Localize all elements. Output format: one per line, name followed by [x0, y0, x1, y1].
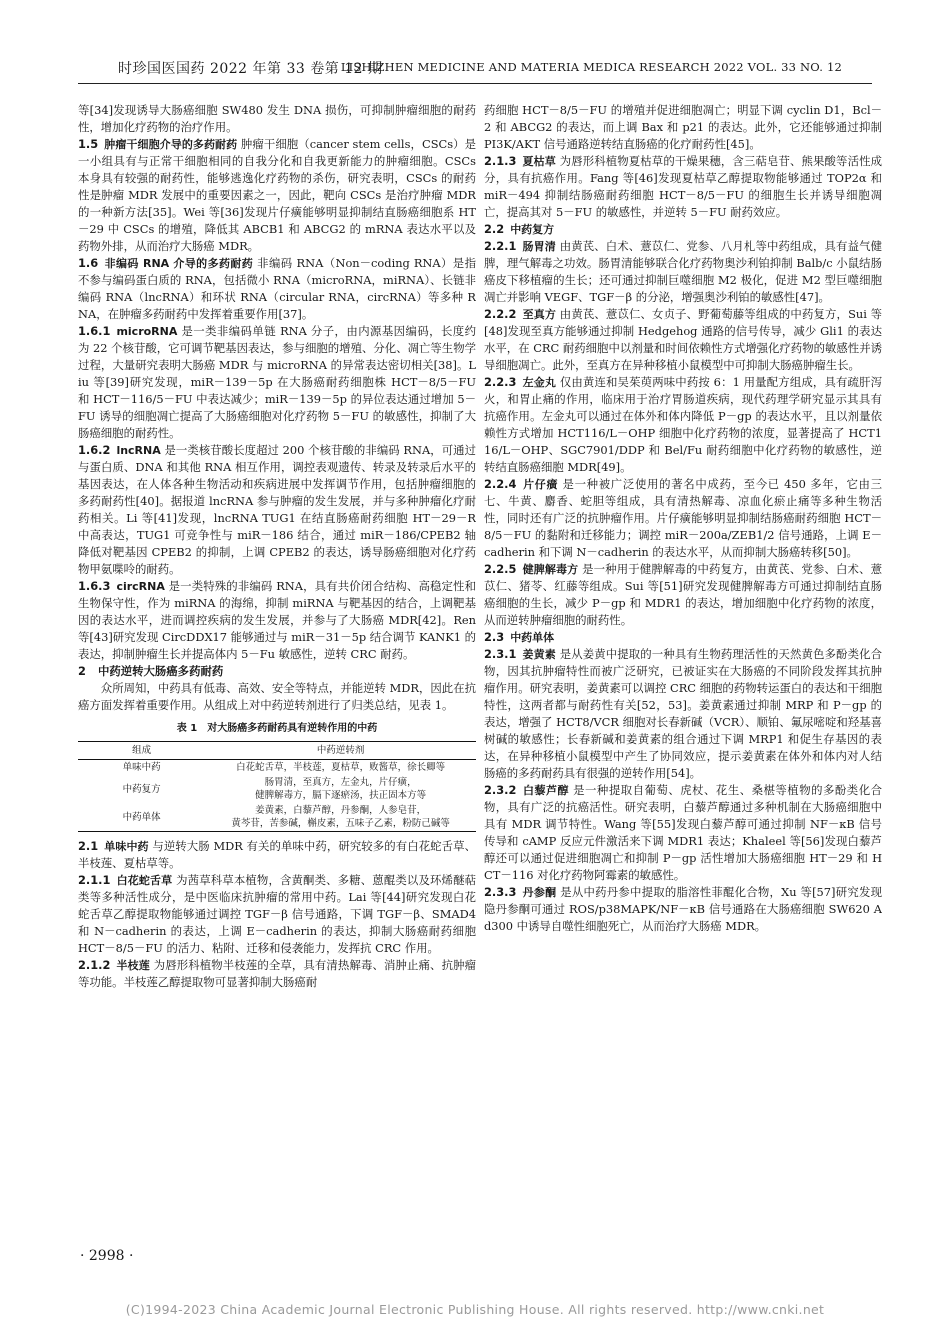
section-body: 由黄芪、白术、薏苡仁、党参、八月札等中药组成，具有益气健脾，理气解毒之功效。肠胃清能够联合化疗药物奥沙利铂抑制 Balb/c 小鼠结肠癌皮下移植瘤的生长；还可通过抑制巨噬细胞 M2 极化，促进 M2 型巨噬细胞凋亡并影响 VEGF、TGF－β 的分泌，增强奥沙利铂的敏感性[47]。 — [484, 239, 882, 304]
section-body: 是一种提取自葡萄、虎杖、花生、桑椹等植物的多酚类化合物，具有广泛的抗癌活性。研究表明，白藜芦醇通过多种机制在大肠癌细胞中具有 MDR 调节特性。Wang 等[55]发现白藜芦醇可通过抑制 NF－κB 信号传导和 cAMP 反应元件激活来下调 MDR1 表达；Khaleel 等[56]发现白藜芦醇还可以通过促进细胞凋亡和抑制 P－gp 活性增加大肠癌细胞 HT－29 和 HCT－116 对化疗药物阿霉素的敏感性。 — [484, 783, 882, 882]
section-title: lncRNA — [116, 444, 161, 457]
section-title: 丹参酮 — [522, 886, 557, 899]
section-title: 姜黄素 — [522, 648, 556, 661]
section-title: 非编码 RNA 介导的多药耐药 — [104, 257, 254, 270]
header-rule — [78, 83, 872, 84]
paragraph-continued: 等[34]发现诱导大肠癌细胞 SW480 发生 DNA 损伤，可抑制肿瘤细胞的耐药性，增加化疗药物的治疗作用。 — [78, 103, 476, 134]
section-1-6 — [78, 255, 476, 323]
section-title: 左金丸 — [522, 376, 557, 389]
section-title: 健脾解毒方 — [522, 563, 579, 576]
section-1-6-3 — [78, 578, 476, 663]
section-number: 2.1.2 — [78, 958, 111, 972]
section-title: 白藜芦醇 — [522, 784, 569, 797]
page-number: · 2998 · — [80, 1248, 134, 1264]
section-title: microRNA — [116, 325, 178, 338]
section-body: 非编码 RNA（Non－coding RNA）是指不参与编码蛋白质的 RNA，包括微小 RNA（microRNA，miRNA）、长链非编码 RNA（lncRNA）和环状 RNA（circular RNA，circRNA）等多种 RNA，在肿瘤多药耐药中发挥着重要作用[37]。 — [78, 256, 476, 321]
section-2-3-2 — [484, 782, 882, 884]
section-2-1-2 — [78, 957, 476, 991]
table-cell-group: 中药复方 — [122, 783, 161, 795]
section-2-1-1 — [78, 872, 476, 957]
section-number: 1.6.2 — [78, 443, 111, 457]
section-body: 与逆转大肠 MDR 有关的单味中药，研究较多的有白花蛇舌草、半枝莲、夏枯草等。 — [78, 839, 476, 870]
section-title: 半枝莲 — [116, 959, 150, 972]
section-body: 是一种被广泛使用的著名中成药，至今已 450 多年，它由三七、牛黄、麝香、蛇胆等组成，具有清热解毒、凉血化瘀止痛等多种生物活性，同时还有广泛的抗肿瘤作用。片仔癀能够明显抑制结肠癌耐药细胞 HCT－8/5－FU 的黏附和迁移能力；调控 miR－200a/ZEB1/2 信号通路，上调 E－cadherin 和下调 N－cadherin 的表达水平，从而抑制大肠癌转移[50]。 — [484, 477, 882, 559]
section-1-5 — [78, 136, 476, 255]
table-caption: 表 1 对大肠癌多药耐药具有逆转作用的中药 — [176, 723, 378, 734]
section-2-2-5 — [484, 561, 882, 629]
section-2-2-1 — [484, 238, 882, 306]
section-body: 是从姜黄中提取的一种具有生物药理活性的天然黄色多酚类化合物，因其抗肿瘤特性而被广泛研究，已被证实在大肠癌的不同阶段发挥其抗肿瘤作用。研究表明，姜黄素可以调控 CRC 细胞的药物转运蛋白的表达和干细胞特性，这两者都与耐药性有关[52，53]。姜黄素通过抑制 MRP 和 P－gp 的表达，增强了 HCT8/VCR 细胞对长春新碱（VCR）、顺铂、氟尿嘧啶和羟基喜树碱的敏感性；长春新碱和姜黄素的组合通过下调 MRP1 和促生存基因的表达，在异种移植小鼠模型中产生了协同效应，提示姜黄素在体外和体内对人结肠癌的多药耐药具有很强的逆转作用[54]。 — [484, 647, 882, 780]
section-2-2-2 — [484, 306, 882, 374]
running-header-left: 时珍国医国药 2022 年第 33 卷第 12 期 — [118, 61, 383, 77]
section-number: 2.3.1 — [484, 647, 517, 661]
section-1-6-1 — [78, 323, 476, 442]
copyright-footer: (C)1994-2023 China Academic Journal Electronic Publishing House. All rights reserved. http://www.cnki.net — [125, 1302, 825, 1317]
table-cell-agents: 白花蛇舌草，半枝莲，夏枯草，败酱草，徐长卿等 — [236, 762, 446, 773]
table-cell-group: 单味中药 — [122, 762, 161, 773]
table-row — [78, 775, 476, 803]
section-2-2-4 — [484, 476, 882, 561]
section-title: 中药复方 — [510, 223, 555, 236]
table-row — [78, 760, 476, 776]
section-body: 为唇形科植物夏枯草的干燥果穗，含三萜皂苷、熊果酸等活性成分，具有抗癌作用。Fang 等[46]发现夏枯草乙醇提取物能够通过 TOP2α 和 miR－494 抑制结肠癌耐药细胞 HCT－8/5－FU 的细胞生长并诱导细胞凋亡，提高其对 5－FU 的敏感性，并逆转 5－FU 耐药效应。 — [484, 154, 882, 219]
section-body: 是一类非编码单链 RNA 分子，由内源基因编码，长度约为 22 个核苷酸，它可调节靶基因表达，参与细胞的增殖、分化、凋亡等生物学过程，大量研究表明大肠癌 MDR 与 microRNA 的异常表达密切相关[38]。Liu 等[39]研究发现，miR－139－5p 在大肠癌耐药细胞株 HCT－8/5－FU 和 HCT－116/5－FU 中表达减少；miR－139－5p 的异位表达通过增加 5－FU 诱导的细胞凋亡提高了大肠癌细胞对化疗药物 5－FU 的敏感性，抑制了大肠癌细胞的耐药性。 — [78, 324, 476, 440]
section-title: 白花蛇舌草 — [116, 874, 173, 887]
section-body: 为茜草科草本植物，含黄酮类、多糖、蒽醌类以及环烯醚萜类等多种活性成分，是中医临床抗肿瘤的常用中药。Lai 等[44]研究发现白花蛇舌草乙醇提取物能够通过调控 TGF－β 信号通路，下调 TGF－β、SMAD4 和 N－cadherin 的表达，上调 E－cadherin 的表达，抑制大肠癌耐药细胞 HCT－8/5－FU 的活力、粘附、迁移和侵袭能力，发挥抗 CRC 作用。 — [78, 873, 476, 955]
section-title: 中药单体 — [510, 631, 555, 644]
section-title: 夏枯草 — [522, 155, 556, 168]
section-body: 是一类特殊的非编码 RNA，具有共价闭合结构、高稳定性和生物保守性，作为 miRNA 的海绵，抑制 miRNA 与靶基因的结合，上调靶基因的表达水平，进而调控疾病的发生发展，并参与了大肠癌 MDR[42]。Ren 等[43]研究发现 CircDDX17 能够通过与 miR－31－5p 结合调节 KANK1 的表达，抑制肿瘤生长并提高体内 5－Fu 敏感性，逆转 CRC 耐药。 — [78, 579, 476, 661]
section-2-heading — [78, 663, 476, 680]
section-number: 2 — [78, 664, 86, 678]
section-number: 2.2.4 — [484, 477, 517, 491]
section-2-3 — [484, 629, 882, 646]
section-title: 中药逆转大肠癌多药耐药 — [97, 664, 224, 678]
section-number: 1.6.3 — [78, 579, 111, 593]
section-2-3-1 — [484, 646, 882, 782]
section-number: 1.5 — [78, 137, 99, 151]
section-2-1 — [78, 838, 476, 872]
table-header-agents: 中药逆转剂 — [205, 742, 476, 760]
section-2-body: 众所周知，中药具有低毒、高效、安全等特点，并能逆转 MDR，因此在抗癌方面发挥着重要作用。从组成上对中药逆转剂进行了归类总结，见表 1。 — [78, 681, 476, 712]
section-number: 2.2.5 — [484, 562, 517, 576]
section-body: 是从中药丹参中提取的脂溶性菲醌化合物，Xu 等[57]研究发现隐丹参酮可通过 ROS/p38MAPK/NF－κB 信号通路在大肠癌细胞 SW620 Ad300 中诱导自噬性细胞死亡，从而治疗大肠癌 MDR。 — [484, 885, 882, 933]
table-cell-group: 中药单体 — [78, 803, 205, 832]
herb-table — [78, 741, 476, 832]
section-title: 肠胃清 — [522, 240, 556, 253]
section-body: 由黄芪、薏苡仁、女贞子、野葡萄藤等组成的中药复方，Sui 等[48]发现至真方能够通过抑制 Hedgehog 通路的信号传导，减少 Gli1 的表达水平，在 CRC 耐药细胞中以剂量和时间依赖性方式增强化疗药物的敏感性并诱导细胞凋亡。此外，至真方在异种移植小鼠模型中可抑制大肠癌肿瘤生长。 — [484, 307, 882, 372]
section-number: 2.1 — [78, 839, 99, 853]
table-row — [78, 803, 476, 832]
section-number: 1.6 — [78, 256, 99, 270]
section-number: 2.2.3 — [484, 375, 517, 389]
right-column — [484, 102, 882, 1252]
left-column — [78, 102, 476, 1252]
section-2-2-3 — [484, 374, 882, 476]
section-number: 2.1.3 — [484, 154, 517, 168]
section-number: 2.2.1 — [484, 239, 517, 253]
section-2-2 — [484, 221, 882, 238]
section-title: 片仔癀 — [522, 478, 559, 491]
section-body: 仅由黄连和吴茱萸两味中药按 6：1 用量配方组成，具有疏肝泻火，和胃止痛的作用，临床用于治疗胃肠道疾病，现代药理学研究显示其具有抗癌作用。左金丸可以通过在体外和体内降低 P－gp 的表达水平，且以剂量依赖性方式增加 HCT116/L－OHP 细胞中化疗药物的浓度，显著提高了 HCT116/L－OHP、SGC7901/DDP 和 Bel/Fu 耐药细胞中化疗药物的敏感性，逆转结直肠癌细胞 MDR[49]。 — [484, 375, 882, 474]
section-number: 2.3.2 — [484, 783, 517, 797]
table-cell-agents: 肠胃清，至真方，左金丸，片仔癀， 健脾解毒方，膈下逐瘀汤，扶正固本方等 — [255, 777, 427, 801]
table-header-group: 组成 — [78, 742, 205, 760]
section-number: 2.3.3 — [484, 885, 517, 899]
section-2-1-3 — [484, 153, 882, 221]
section-number: 2.1.1 — [78, 873, 111, 887]
section-title: 肿瘤干细胞介导的多药耐药 — [104, 138, 238, 151]
section-title: circRNA — [116, 580, 165, 593]
section-body: 肿瘤干细胞（cancer stem cells，CSCs）是一小组具有与正常干细胞相同的自我分化和自我更新能力的肿瘤细胞。CSCs 本身具有较强的耐药性，能够逃逸化疗药物的杀伤，研究表明，CSCs 的耐药性是肿瘤 MDR 发展中的重要因素之一，因此，靶向 CSCs 是治疗肿瘤 MDR 的一种新方法[35]。Wei 等[36]发现片仔癀能够明显抑制结直肠癌细胞系 HT－29 中 CSCs 的增殖，降低其 ABCB1 和 ABCG2 的 mRNA 表达水平以及药物外排，从而治疗大肠癌 MDR。 — [78, 137, 476, 253]
section-1-6-2 — [78, 442, 476, 578]
section-title: 至真方 — [522, 308, 557, 321]
section-body: 是一种用于健脾解毒的中药复方，由黄芪、党参、白术、薏苡仁、猪苓、红藤等组成。Sui 等[51]研究发现健脾解毒方可通过抑制结直肠癌细胞的生长，减少 P－gp 和 MDR1 的表达，增加细胞中化疗药物的浓度，从而逆转肿瘤细胞的耐药性。 — [484, 562, 882, 627]
section-2-3-3 — [484, 884, 882, 935]
section-body: 是一类核苷酸长度超过 200 个核苷酸的非编码 RNA，可通过与蛋白质、DNA 和其他 RNA 相互作用，调控表观遗传、转录及转录后水平的基因表达，在人体各种生物活动和疾病进展中发挥调节作用，包括肿瘤细胞的多药耐药性[40]。据报道 lncRNA 参与肿瘤的发生发展，并与多种肿瘤化疗耐药相关。Li 等[41]发现，lncRNA TUG1 在结直肠癌耐药细胞 HT－29－R 中高表达，TUG1 可竞争性与 miR－186 结合，通过 miR－186/CPEB2 轴降低对靶基因 CPEB2 的抑制，上调 CPEB2 的表达，诱导肠癌细胞对化疗药物甲氨喋呤的耐药。 — [78, 443, 476, 576]
section-number: 2.2.2 — [484, 307, 517, 321]
section-body: 为唇形科植物半枝莲的全草，具有清热解毒、消肿止痛、抗肿瘤等功能。半枝莲乙醇提取物可显著抑制大肠癌耐 — [78, 958, 476, 989]
section-number: 2.2 — [484, 222, 505, 236]
running-header-right: LISHIZHEN MEDICINE AND MATERIA MEDICA RESEARCH 2022 VOL. 33 NO. 12 — [340, 60, 842, 74]
section-title: 单味中药 — [104, 840, 149, 853]
paragraph-continued: 药细胞 HCT－8/5－FU 的增殖并促进细胞凋亡；明显下调 cyclin D1，Bcl－2 和 ABCG2 的表达，而上调 Bax 和 p21 的表达。此外，它还能够通过抑制 PI3K/AKT 信号通路逆转结直肠癌的化疗耐药性[45]。 — [484, 103, 882, 151]
section-number: 1.6.1 — [78, 324, 111, 338]
table-cell-agents: 姜黄素，白藜芦醇，丹参酮，人参皂苷， 黄芩苷，苦参碱，槲皮素，五味子乙素，粉防己碱等 — [205, 803, 476, 832]
section-number: 2.3 — [484, 630, 505, 644]
